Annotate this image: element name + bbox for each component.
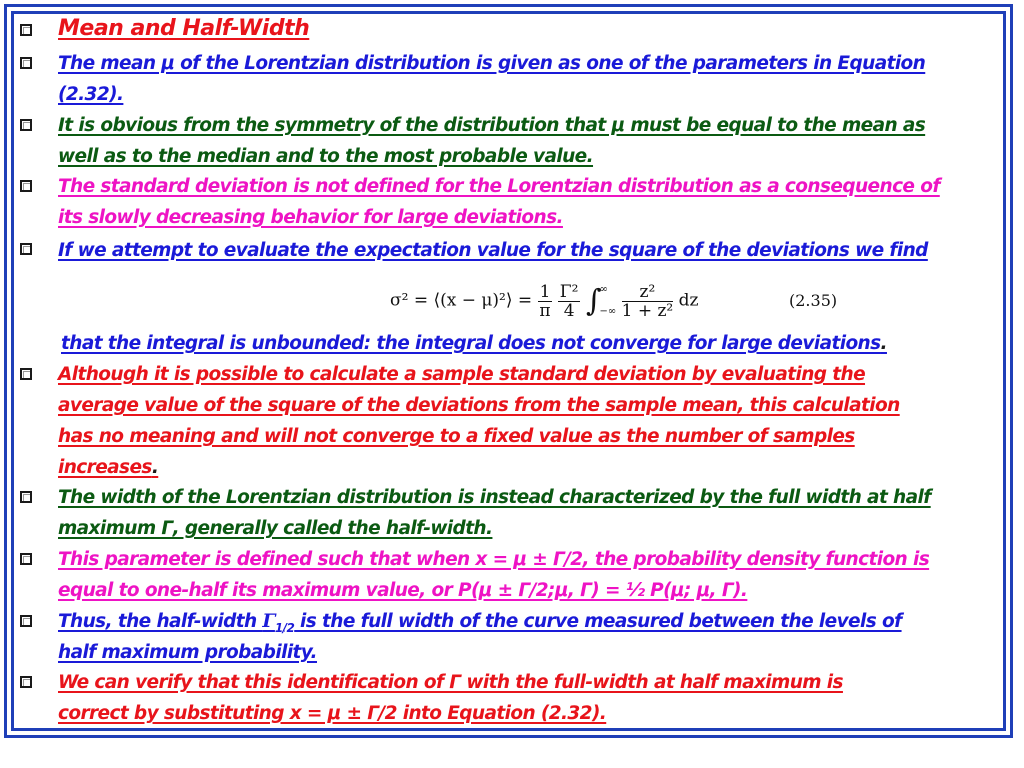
fraction-1-over-pi: $\frac{1}{\pi}$ <box>539 281 551 321</box>
paragraph-5-line-3: has no meaning and will not converge to a fixed value as the number of samples <box>58 426 855 447</box>
paragraph-7-line-2: equal to one-half its maximum value, or P(μ ± Γ/2;μ, Γ) = ½ P(μ; μ, Γ). <box>58 580 748 601</box>
integral-sign: ∫ <box>585 283 602 319</box>
equation-dz: dz <box>678 290 699 311</box>
paragraph-7-line-1: This parameter is defined such that when x = μ ± Γ/2, the probability density function is <box>58 549 930 570</box>
bullet-checkbox-icon <box>20 119 32 131</box>
paragraph-4-line-2: that the integral is unbounded: the integral does not converge for large deviations. <box>61 333 887 354</box>
bullet-checkbox-icon <box>20 243 32 255</box>
bullet-checkbox-icon <box>20 615 32 627</box>
bullet-checkbox-icon <box>20 491 32 503</box>
bullet-checkbox-icon <box>20 676 32 688</box>
slide-title: Mean and Half-Width <box>58 16 310 41</box>
paragraph-5-line-1: Although it is possible to calculate a sample standard deviation by evaluating the <box>58 364 866 385</box>
paragraph-5-line-4: increases. <box>58 457 159 478</box>
paragraph-4-line-1: If we attempt to evaluate the expectation value for the square of the deviations we find <box>58 240 928 261</box>
equation-lhs: σ² = ⟨(x − μ)²⟩ = <box>390 290 533 311</box>
fraction-gamma-squared-over-4: $\frac{\text{Γ²}}{4}$ <box>559 281 579 321</box>
equation-2-35 <box>390 279 698 323</box>
paragraph-1-line-2: (2.32). <box>58 84 124 105</box>
paragraph-9-line-2: correct by substituting x = μ ± Γ/2 into Equation (2.32). <box>58 703 607 724</box>
paragraph-2-line-2: well as to the median and to the most probable value. <box>58 146 594 167</box>
fraction-z-squared: $\frac{\text{z²}}{\text{1 + z²}}$ <box>621 281 674 321</box>
paragraph-3-line-2: its slowly decreasing behavior for large deviations. <box>58 207 563 228</box>
paragraph-8-line-1: Thus, the half-width $\Gamma_{1/2}$ is the full width of the curve measured between the levels of <box>58 611 902 635</box>
integral-limits: ∞ −∞ <box>599 284 617 317</box>
equation-number: (2.35) <box>789 291 838 310</box>
paragraph-5-line-2: average value of the square of the deviations from the sample mean, this calculation <box>58 395 900 416</box>
paragraph-3-line-1: The standard deviation is not defined for the Lorentzian distribution as a consequence of <box>58 176 940 197</box>
paragraph-6-line-1: The width of the Lorentzian distribution is instead characterized by the full width at half <box>58 487 931 508</box>
paragraph-6-line-2: maximum Γ, generally called the half-width. <box>58 518 493 539</box>
bullet-checkbox-icon <box>20 553 32 565</box>
bullet-checkbox-icon <box>20 180 32 192</box>
paragraph-8-line-2: half maximum probability. <box>58 642 317 663</box>
paragraph-1-line-1: The mean μ of the Lorentzian distribution is given as one of the parameters in Equation <box>58 53 926 74</box>
bullet-checkbox-icon <box>20 24 32 36</box>
bullet-checkbox-icon <box>20 57 32 69</box>
paragraph-2-line-1: It is obvious from the symmetry of the distribution that μ must be equal to the mean as <box>58 115 926 136</box>
paragraph-9-line-1: We can verify that this identification of Γ with the full-width at half maximum is <box>58 672 843 693</box>
bullet-checkbox-icon <box>20 368 32 380</box>
